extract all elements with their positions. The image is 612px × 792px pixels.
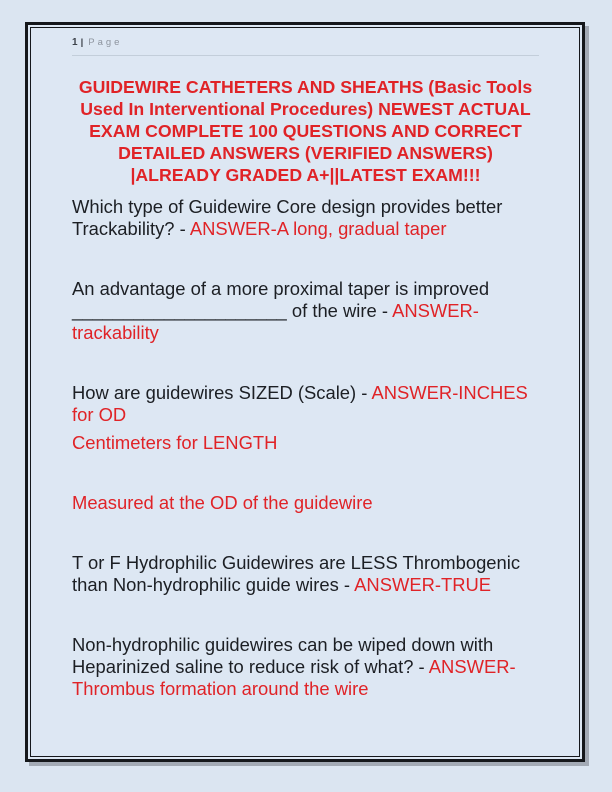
question-text: T or F Hydrophilic Guidewires are LESS Thrombogenic than Non-hydrophilic guide wires - (72, 552, 521, 595)
paragraph-spacer (72, 602, 539, 628)
question-text: How are guidewires SIZED (Scale) - (72, 382, 372, 403)
qa-item (72, 278, 539, 344)
qa-item (72, 196, 539, 240)
paragraph-spacer (72, 460, 539, 486)
qa-item (72, 634, 539, 700)
document-page (25, 22, 585, 762)
qa-item (72, 552, 539, 596)
page-number: 1 (72, 37, 78, 48)
answer-text: ANSWER-Thrombus formation around the wire (72, 656, 516, 699)
question-text: An advantage of a more proximal taper is improved _____________________ of the wire - (72, 278, 490, 321)
title-line: DETAILED ANSWERS (VERIFIED ANSWERS) (118, 143, 493, 163)
header-label: Page (88, 37, 123, 48)
answer-text: ANSWER-TRUE (354, 574, 492, 595)
header-separator: | (80, 37, 84, 48)
question-text: Which type of Guidewire Core design provides better Trackability? - (72, 196, 503, 239)
question-text: Non-hydrophilic guidewires can be wiped down with Heparinized saline to reduce risk of what? - (72, 634, 494, 677)
answer-text: Centimeters for LENGTH (72, 432, 278, 453)
answer-text: ANSWER-A long, gradual taper (189, 218, 447, 239)
answer-text: Measured at the OD of the guidewire (72, 492, 373, 513)
qa-section (72, 196, 539, 700)
answer-text: ANSWER-trackability (72, 300, 479, 343)
qa-item (72, 492, 539, 514)
answer-text: ANSWER-INCHES for OD (72, 382, 528, 425)
paragraph-spacer (72, 350, 539, 376)
page-header (72, 36, 539, 56)
paragraph-spacer (72, 520, 539, 546)
document-title (72, 76, 539, 186)
title-line: GUIDEWIRE CATHETERS AND SHEATHS (Basic Tools (78, 77, 533, 97)
qa-item (72, 382, 539, 426)
title-line: Used In Interventional Procedures) NEWEST ACTUAL (80, 99, 531, 119)
paragraph-spacer (72, 246, 539, 272)
title-line: EXAM COMPLETE 100 QUESTIONS AND CORRECT (89, 121, 522, 141)
qa-item (72, 432, 539, 454)
page-border-inner (30, 27, 580, 757)
title-line: |ALREADY GRADED A+||LATEST EXAM!!! (130, 165, 481, 185)
